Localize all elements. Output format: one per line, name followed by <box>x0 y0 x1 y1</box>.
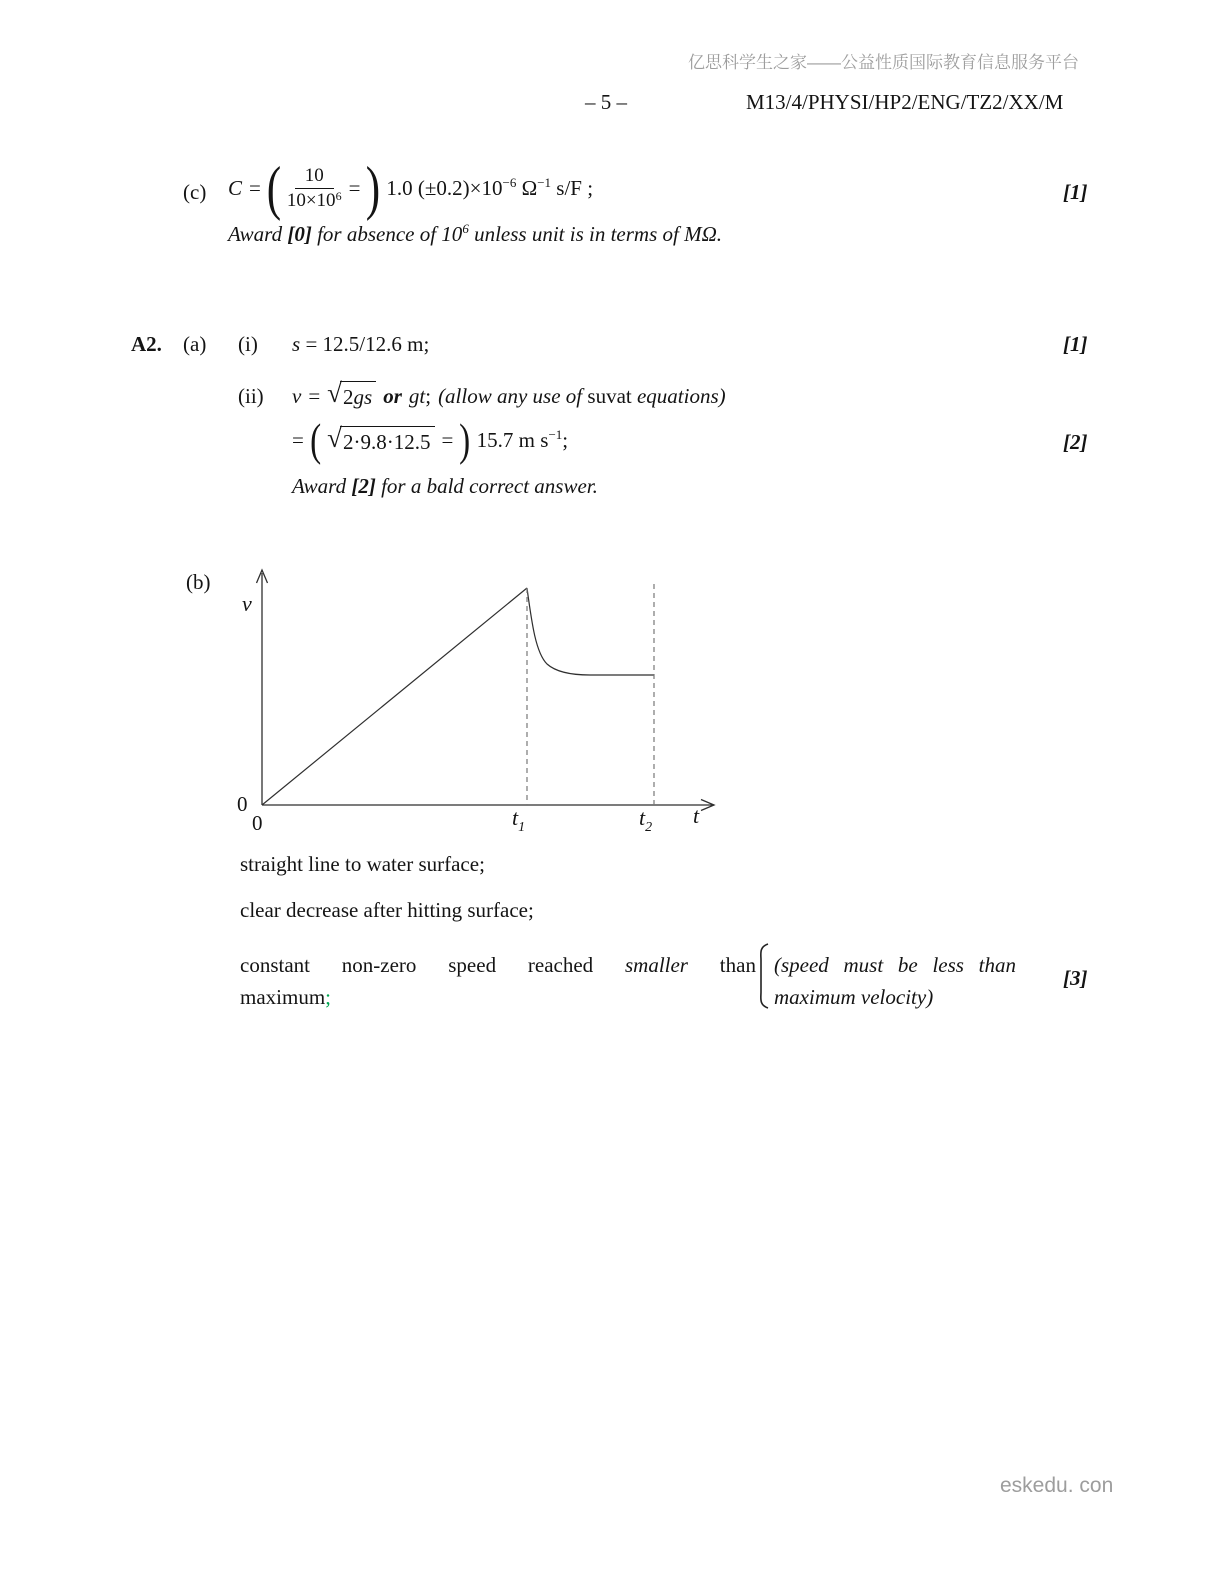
word: reached <box>527 953 594 977</box>
close-paren: ) <box>366 154 381 221</box>
note-bold-mark: [2] <box>351 474 376 498</box>
word: be <box>897 953 918 977</box>
page-number: – 5 – <box>585 90 627 114</box>
radicand-variables: gs <box>353 385 373 409</box>
open-paren: ( <box>266 154 282 221</box>
fraction-numerator: 10 <box>295 165 334 189</box>
green-semicolon: ; <box>325 985 332 1009</box>
fraction-denominator <box>287 189 342 212</box>
examiner-comment-line1 <box>774 953 1016 978</box>
t1-label <box>512 805 525 835</box>
y-axis-label: v <box>242 591 252 616</box>
t2-subscript: 2 <box>645 820 653 835</box>
equals-sign: = <box>249 175 261 200</box>
variable-v: v <box>292 384 302 408</box>
word: maximum <box>240 985 326 1009</box>
result-mantissa: 1.0 (±0.2)×10 <box>386 175 503 200</box>
allow-note <box>438 381 726 409</box>
t2-base: t <box>639 805 646 830</box>
word: (speed <box>774 953 829 977</box>
allow-pre: (allow any use of <box>438 384 588 408</box>
close-paren: ) <box>459 414 471 466</box>
a2-i-mark: [1] <box>1063 332 1088 356</box>
examiner-comment-line2: maximum velocity) <box>774 985 934 1009</box>
word: must <box>843 953 884 977</box>
grouping-brace-icon <box>752 941 772 1011</box>
equals-sign-2: = <box>348 175 361 200</box>
x-axis-label: t <box>693 803 700 828</box>
marking-point-1: straight line to water surface; <box>240 852 485 876</box>
paper-code: M13/4/PHYSI/HP2/ENG/TZ2/XX/M <box>746 90 1064 114</box>
denominator-base: 10×10 <box>286 189 336 211</box>
t1-subscript: 1 <box>518 820 526 835</box>
omega-exponent: −1 <box>537 174 552 190</box>
note-pre: Award <box>292 474 352 498</box>
note-post: for a bald correct answer. <box>375 474 598 498</box>
part-a-ii-label: (ii) <box>238 384 264 408</box>
a2-ii-result <box>477 428 568 453</box>
or-word: or <box>383 384 402 408</box>
a2-ii-award-note <box>292 474 598 499</box>
question-a2-label: A2. <box>131 332 162 356</box>
word: speed <box>448 953 497 977</box>
marking-point-3 <box>240 953 756 1010</box>
equals-sign: = <box>292 427 304 452</box>
sqrt-numeric <box>327 422 434 455</box>
radicand: 2·9.8·12.5 <box>340 426 435 455</box>
note-pre: Award <box>228 222 288 246</box>
part-c-equation <box>228 150 593 226</box>
result-exponent: −1 <box>548 426 563 442</box>
word: than <box>978 953 1016 977</box>
radical-sign: √ <box>327 422 342 453</box>
word: less <box>932 953 964 977</box>
gt-term <box>409 381 431 409</box>
decay-curve <box>527 588 654 675</box>
part-c-label: (c) <box>183 180 207 204</box>
a2-ii-mark: [2] <box>1063 430 1088 454</box>
gt-variables: gt <box>408 384 426 408</box>
velocity-time-graph <box>230 553 730 845</box>
marking-point-3-mark: [3] <box>1063 966 1088 990</box>
marking-point-3-line2 <box>240 985 756 1010</box>
omega-unit: Ω <box>516 175 538 200</box>
marking-point-3-line1 <box>240 953 756 978</box>
unit-tail: s/F ; <box>551 175 594 200</box>
a2-ii-equation-line1 <box>292 378 726 410</box>
part-c-mark: [1] <box>1063 180 1088 204</box>
allow-post: equations) <box>631 384 726 408</box>
variable-s: s <box>292 332 301 356</box>
origin-zero-bottom: 0 <box>252 811 263 835</box>
part-a-label: (a) <box>183 332 207 356</box>
denominator-exponent: 6 <box>335 188 342 203</box>
a2-i-value: = 12.5/12.6 m; <box>300 332 430 356</box>
open-paren: ( <box>309 414 322 466</box>
semicolon: ; <box>562 427 569 452</box>
semicolon: ; <box>425 384 432 408</box>
result-value: 15.7 m s <box>476 427 549 452</box>
origin-zero-left: 0 <box>237 792 248 816</box>
marking-point-2: clear decrease after hitting surface; <box>240 898 534 922</box>
note-exponent: 6 <box>462 221 469 236</box>
a2-i-equation <box>292 332 429 357</box>
word: constant <box>240 953 310 977</box>
part-c-award-note <box>228 222 722 247</box>
suvat-word: suvat <box>587 384 632 408</box>
radicand <box>340 381 376 410</box>
sqrt-2gs <box>327 378 376 410</box>
note-bold-mark: [0] <box>287 222 312 246</box>
note-post: unless unit is in terms of MΩ. <box>468 222 723 246</box>
equals-sign-2: = <box>441 427 454 452</box>
examiner-comment <box>774 953 1016 1010</box>
result-exponent: −6 <box>502 174 517 190</box>
t2-label <box>639 805 652 835</box>
word-italic: smaller <box>624 953 688 977</box>
variable-C: C <box>228 175 243 200</box>
a2-ii-equation-line2 <box>292 414 568 466</box>
equals-sign: = <box>308 384 321 408</box>
part-b-label: (b) <box>186 570 211 594</box>
fraction <box>287 165 342 212</box>
t1-base: t <box>512 805 519 830</box>
radical-sign: √ <box>327 378 342 408</box>
rising-line <box>262 588 527 805</box>
part-a-i-label: (i) <box>238 332 258 356</box>
word: non-zero <box>341 953 417 977</box>
radicand-number: 2 <box>343 385 354 409</box>
word: than <box>719 953 756 977</box>
watermark: eskedu. con <box>1000 1474 1114 1497</box>
note-mid: for absence of 10 <box>311 222 463 246</box>
site-banner: 亿思科学生之家——公益性质国际教育信息服务平台 <box>688 53 1079 72</box>
part-c-result <box>386 176 593 201</box>
